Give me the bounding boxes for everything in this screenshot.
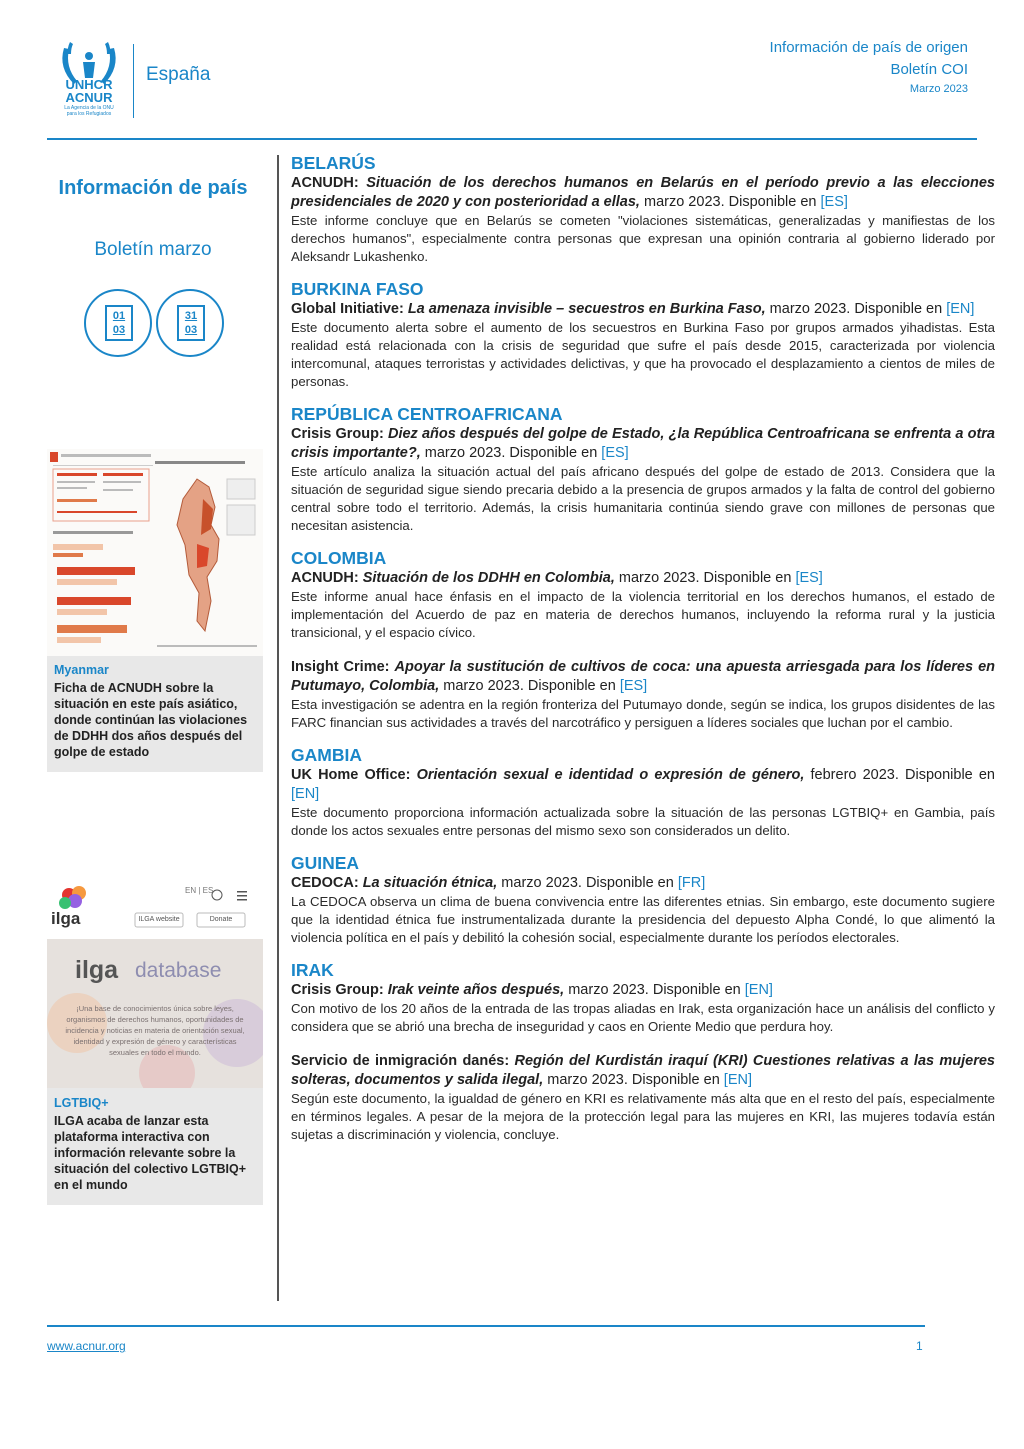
country-label: España xyxy=(146,64,211,85)
calendar-start-icon xyxy=(84,289,152,357)
entry-source: Servicio de inmigración danés: xyxy=(291,1053,510,1069)
ilga-db-blurb: ¡Una base de conocimientos única sobre leyes, organismos de derechos humanos, oportunidades de incidencia y noticias en materia de orientación sexual, identidad y expresión de género y características sexuales en todo el mundo. xyxy=(65,1004,245,1057)
entry-date: febrero 2023. Disponible en xyxy=(804,767,995,783)
entry-citation xyxy=(291,174,995,212)
entry-description: Según este documento, la igualdad de género en KRI es relativamente más alta que en el resto del país, especialmente en términos legales. A pesar de la mejora de la protección legal para las mujeres en KRI, las mujeres todavía están sujetas a discriminación y violencia, concluye. xyxy=(291,1091,995,1142)
top-divider xyxy=(47,138,977,140)
entry-title: Orientación sexual e identidad o expresión de género, xyxy=(416,767,805,783)
entry-description: La CEDOCA observa un clima de buena convivencia entre las diferentes etnias. Sin embargo, este documento sugiere que la identidad étnica fue instrumentalizada durante la presidencia del depuesto Alpha Condé, lo que alimentó la violencia política en el país y debilitó la cohesión social, especialmente durante los períodos electorales. xyxy=(291,894,995,945)
entry-title: Diez años después del golpe de Estado, ¿la República Centroafricana se enfrenta a otra crisis importante?, xyxy=(291,426,996,461)
entry-title: Irak veinte años después, xyxy=(387,982,565,998)
entry-source: Crisis Group: xyxy=(291,426,384,442)
entry-language-link[interactable]: [EN] xyxy=(744,982,773,998)
entry-source: ACNUDH: xyxy=(291,175,359,191)
entry-source: UK Home Office: xyxy=(291,767,411,783)
entry-description: Esta investigación se adentra en la región fronteriza del Putumayo donde, según se indica, los grupos disidentes de las FARC financian sus actividades a través del narcotráfico y persiguen a líderes sociales que luchan por el cambio. xyxy=(291,697,995,730)
calendar-end-day: 31 xyxy=(184,310,198,322)
footer-link[interactable]: www.acnur.org xyxy=(47,1339,126,1353)
myanmar-card[interactable] xyxy=(47,656,263,772)
entry-citation xyxy=(291,569,995,588)
entry-citation xyxy=(291,658,995,696)
org-line2: ACNUR xyxy=(65,90,113,105)
header-date: Marzo 2023 xyxy=(909,83,968,95)
page-number: 1 xyxy=(916,1339,923,1353)
entry-citation xyxy=(291,766,995,804)
header-right xyxy=(770,37,968,97)
entry-description: Este documento alerta sobre el aumento de los secuestros en Burkina Faso por grupos armados yihadistas. Esta realidad está relacionada con la crisis de seguridad que sufre el país desde 2015, caracterizada por violencia intercomunal, ataques terroristas y actividades delictivas, y que ha provocado el desplazamiento a cientos de miles de personas. xyxy=(291,320,995,389)
entry-date: marzo 2023. Disponible en xyxy=(543,1072,724,1088)
calendar-end-month: 03 xyxy=(184,324,198,336)
entry-language-link[interactable]: [ES] xyxy=(795,570,823,586)
section-heading: IRAK xyxy=(291,960,334,980)
entry-date: marzo 2023. Disponible en xyxy=(639,194,821,210)
unhcr-logo xyxy=(54,34,124,122)
entry-date: marzo 2023. Disponible en xyxy=(765,301,947,317)
entry-language-link[interactable]: [EN] xyxy=(723,1072,752,1088)
calendar-end-icon xyxy=(156,289,224,357)
entry-language-link[interactable]: [EN] xyxy=(946,301,975,317)
entry-description: Este documento proporciona información actualizada sobre la situación de las personas LGTBIQ+ en Gambia, país donde los actos sexuales entre personas del mismo sexo son considerados un delito. xyxy=(291,805,995,838)
entry-source: Global Initiative: xyxy=(291,301,404,317)
entry-description: Con motivo de los 20 años de la entrada de las tropas aliadas en Irak, esta organización hace un análisis del conflicto y considera que se abrió una brecha de inseguridad y caos en Oriente Medio que perdura hoy. xyxy=(291,1001,995,1034)
calendar-start-month: 03 xyxy=(112,324,126,336)
logo-divider xyxy=(133,44,134,118)
entry-source: Insight Crime: xyxy=(291,659,390,675)
ilga-card[interactable] xyxy=(47,1088,263,1205)
header-bulletin: Boletín COI xyxy=(890,61,968,78)
entry-title: Situación de los derechos humanos en Belarús en el período previo a las elecciones presidenciales de 2020 y con posterioridad a ellas, xyxy=(291,175,995,210)
entry-date: marzo 2023. Disponible en xyxy=(497,875,678,891)
entry-source: Crisis Group: xyxy=(291,982,384,998)
entry-date: marzo 2023. Disponible en xyxy=(420,445,602,461)
ilga-donate-button[interactable]: Donate xyxy=(209,916,233,923)
ilga-lang-switch[interactable]: EN | ES xyxy=(185,886,214,895)
entry-language-link[interactable]: [ES] xyxy=(619,678,648,694)
section-heading: BURKINA FASO xyxy=(291,279,424,299)
ilga-website-button[interactable]: ILGA website xyxy=(138,916,180,923)
ilga-logo-text: ilga xyxy=(51,909,81,928)
myanmar-report-thumbnail[interactable] xyxy=(47,449,263,656)
sidebar-title: Información de país xyxy=(58,177,248,199)
entry-source: CEDOCA: xyxy=(291,875,359,891)
entry-date: marzo 2023. Disponible en xyxy=(439,678,620,694)
entry-title: Región del Kurdistán iraquí (KRI) Cuestiones relativas a las mujeres solteras, documentos y salida ilegal, xyxy=(291,1053,995,1088)
ilga-database-thumbnail[interactable] xyxy=(47,883,263,1088)
header-doc-type: Información de país de origen xyxy=(769,39,968,56)
section-heading: COLOMBIA xyxy=(291,548,387,568)
entry-date: marzo 2023. Disponible en xyxy=(614,570,796,586)
main-content xyxy=(291,152,995,1144)
myanmar-card-tag: Myanmar xyxy=(54,663,109,677)
entry-citation xyxy=(291,874,995,893)
entry-citation xyxy=(291,1052,995,1090)
entry-date: marzo 2023. Disponible en xyxy=(564,982,745,998)
myanmar-card-text: Ficha de ACNUDH sobre la situación en este país asiático, donde continúan las violaciones de DDHH dos años después del golpe de estado xyxy=(54,681,248,759)
entry-title: La amenaza invisible – secuestros en Burkina Faso, xyxy=(407,301,766,317)
sidebar-subtitle: Boletín marzo xyxy=(94,239,212,260)
myanmar-map-thumbnail-icon xyxy=(47,449,263,656)
entry-title: La situación étnica, xyxy=(362,875,498,891)
section-heading: BELARÚS xyxy=(291,153,376,173)
entry-title: Situación de los DDHH en Colombia, xyxy=(362,570,615,586)
entry-language-link[interactable]: [ES] xyxy=(601,445,629,461)
entry-description: Este informe anual hace énfasis en el impacto de la violencia territorial en los derechos humanos, el estado de implementación del Acuerdo de paz en materia de derechos humanos, incluyendo la reforma rural y la justicia transicional, y el espacio cívico. xyxy=(291,589,995,640)
ilga-db-title-a: ilga xyxy=(75,956,119,984)
entry-citation xyxy=(291,300,995,319)
ilga-card-tag: LGTBIQ+ xyxy=(54,1096,109,1110)
org-line1: UNHCR xyxy=(65,77,113,92)
ilga-db-title-b: database xyxy=(135,959,222,982)
entry-citation xyxy=(291,981,995,1000)
bottom-divider xyxy=(47,1325,925,1327)
section-heading: GAMBIA xyxy=(291,745,362,765)
entry-language-link[interactable]: [FR] xyxy=(677,875,706,891)
ilga-card-text: ILGA acaba de lanzar esta plataforma interactiva con información relevante sobre la situación del colectivo LGTBIQ+ en el mundo xyxy=(54,1114,247,1192)
section-heading: REPÚBLICA CENTROAFRICANA xyxy=(291,404,563,424)
column-divider xyxy=(277,155,279,1301)
entry-title: Apoyar la sustitución de cultivos de coca: una apuesta arriesgada para los líderes en Putumayo, Colombia, xyxy=(291,659,995,694)
org-tagline: La Agencia de la ONU para los Refugiados xyxy=(64,105,114,117)
section-heading: GUINEA xyxy=(291,853,360,873)
entry-description: Este artículo analiza la situación actual del país africano después del golpe de estado de 2013. Considera que la situación de seguridad sigue siendo precaria debido a la presencia de grupos armados y la falta de control del gobierno central sobre todo el territorio. Además, la crisis humanitaria continúa siendo grave con millones de personas que necesitan asistencia. xyxy=(291,464,995,533)
entry-source: ACNUDH: xyxy=(291,570,359,586)
calendar-start-day: 01 xyxy=(112,310,126,322)
entry-language-link[interactable]: [ES] xyxy=(820,194,848,210)
entry-language-link[interactable]: [EN] xyxy=(291,786,320,802)
entry-citation xyxy=(291,425,995,463)
entry-description: Este informe concluye que en Belarús se cometen "violaciones sistemáticas, generalizadas y manifiestas de los derechos humanos", especialmente contra personas que expresan una opinión contraria al gobierno liderado por Aleksandr Lukashenko. xyxy=(291,213,995,264)
